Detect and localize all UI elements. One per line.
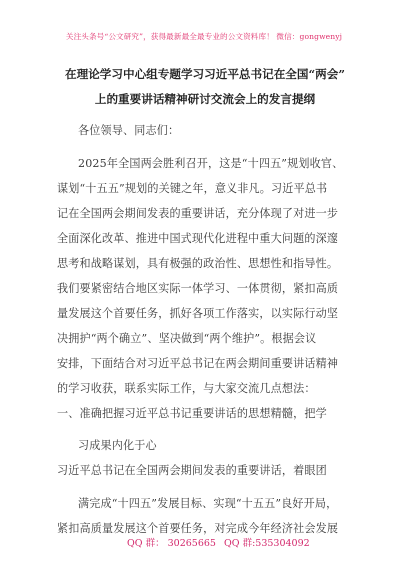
body-line: 谋划“十五五”规划的关键之年，意义非凡。习近平总书 [57,182,328,195]
footer-qq-groups [0,535,408,549]
banner-text: 关注头条号“公文研究”，获得最新最全最专业的公文资料库！ 微信：gongwenyj [65,32,343,41]
header-banner [0,0,408,56]
body-line: 思考和战略谋划，具有极强的政治性、思想性和指导性。 [57,257,339,270]
document-title-line-2: 上的重要讲话精神研讨交流会上的发言提纲 [94,92,316,106]
body-line: 决拥护“两个确立”、坚决做到“两个维护”。根据会议 [57,332,317,345]
body-line: 紧扣高质量发展这个首要任务，对完成今年经济社会发展 [57,522,339,535]
body-line: 记在全国两会期间发表的重要讲话，充分体现了对进一步 [57,207,339,220]
body-line: 一、准确把握习近平总书记重要讲话的思想精髓，把学 [57,407,327,420]
qq-group-left: QQ 群： 30265665 [127,538,216,549]
body-line: 量发展这个首要任务，抓好各项工作落实，以实际行动坚 [57,307,339,320]
body-line: 全面深化改革、推进中国式现代化进程中重大问题的深邃 [57,232,339,245]
section-heading-1: 习成果内化于心 [78,439,157,452]
qq-group-right: QQ 群:535304092 [224,538,310,549]
body-line: 满完成“十四五”发展目标、实现“十五五”良好开局， [78,497,338,510]
body-line: 的学习收获，联系实际工作，与大家交流几点想法： [57,382,316,395]
body-line: 我们要紧密结合地区实际一体学习、一体贯彻，紧扣高质 [57,282,339,295]
document-title-line-1: 在理论学习中心组专题学习习近平总书记在全国“两会” [65,67,345,81]
body-line: 安排，下面结合对习近平总书记在两会期间重要讲话精神 [57,357,339,370]
section-heading-1-cont: 习近平总书记在全国两会期间发表的重要讲话，着眼团 [57,464,327,477]
body-line: 2025年全国两会胜利召开，这是“十四五”规划收官、 [78,157,344,170]
salutation: 各位领导、同志们： [78,124,180,137]
